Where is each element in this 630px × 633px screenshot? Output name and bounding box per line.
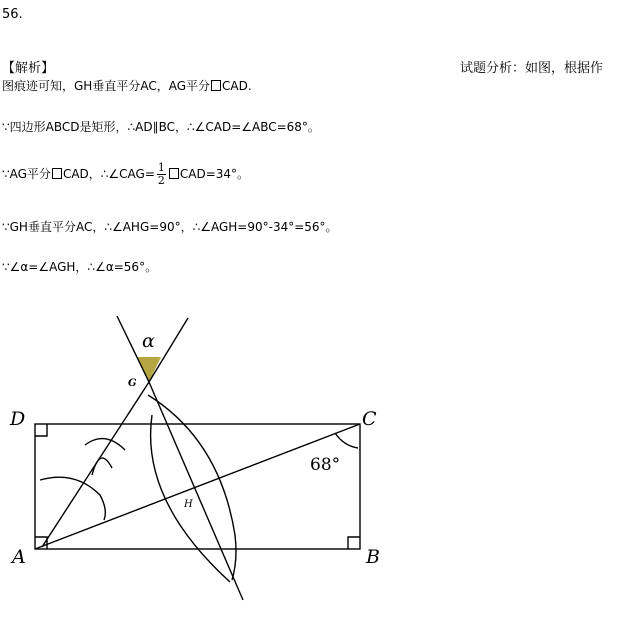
angle-c-value: 68° — [310, 455, 341, 475]
step2-text-b: CAD，∴∠CAG= — [62, 167, 155, 181]
construction-arc-5 — [92, 458, 112, 475]
fraction-denominator: 2 — [157, 174, 165, 187]
intro-text-b: CAD. — [222, 79, 252, 93]
diagonal-ac — [35, 424, 360, 549]
analysis-label: 【解析】 — [2, 61, 55, 76]
label-b: B — [366, 546, 380, 568]
label-d: D — [10, 408, 26, 430]
angle-arc-c — [335, 433, 358, 448]
label-a: A — [12, 546, 26, 568]
label-h: H — [184, 499, 193, 510]
analysis-step-4: ∵∠α=∠AGH，∴∠α=56°。 — [2, 260, 158, 274]
step2-text-a: ∵AG平分 — [2, 167, 51, 181]
analysis-intro-right: 试题分析：如图，根据作 — [460, 61, 604, 76]
right-angle-marker-b — [348, 537, 360, 549]
label-alpha: α — [142, 330, 155, 352]
analysis-step-1: ∵四边形ABCD是矩形，∴AD∥BC，∴∠CAD=∠ABC=68°。 — [2, 120, 320, 134]
label-g: G — [128, 378, 137, 389]
right-angle-marker-d — [35, 424, 47, 436]
ray-right — [149, 318, 188, 382]
label-c: C — [362, 408, 377, 430]
step2-text-c: CAD=34°。 — [179, 167, 250, 181]
question-number: 56. — [2, 7, 23, 22]
analysis-step-3: ∵GH垂直平分AC，∴∠AHG=90°，∴∠AGH=90°-34°=56°。 — [2, 220, 338, 234]
intro-text-a: 图痕迹可知，GH垂直平分AC，AG平分 — [2, 79, 210, 93]
fraction-numerator: 1 — [157, 161, 165, 174]
perpendicular-bisector-gh — [149, 382, 243, 600]
construction-arc-4 — [85, 439, 125, 450]
